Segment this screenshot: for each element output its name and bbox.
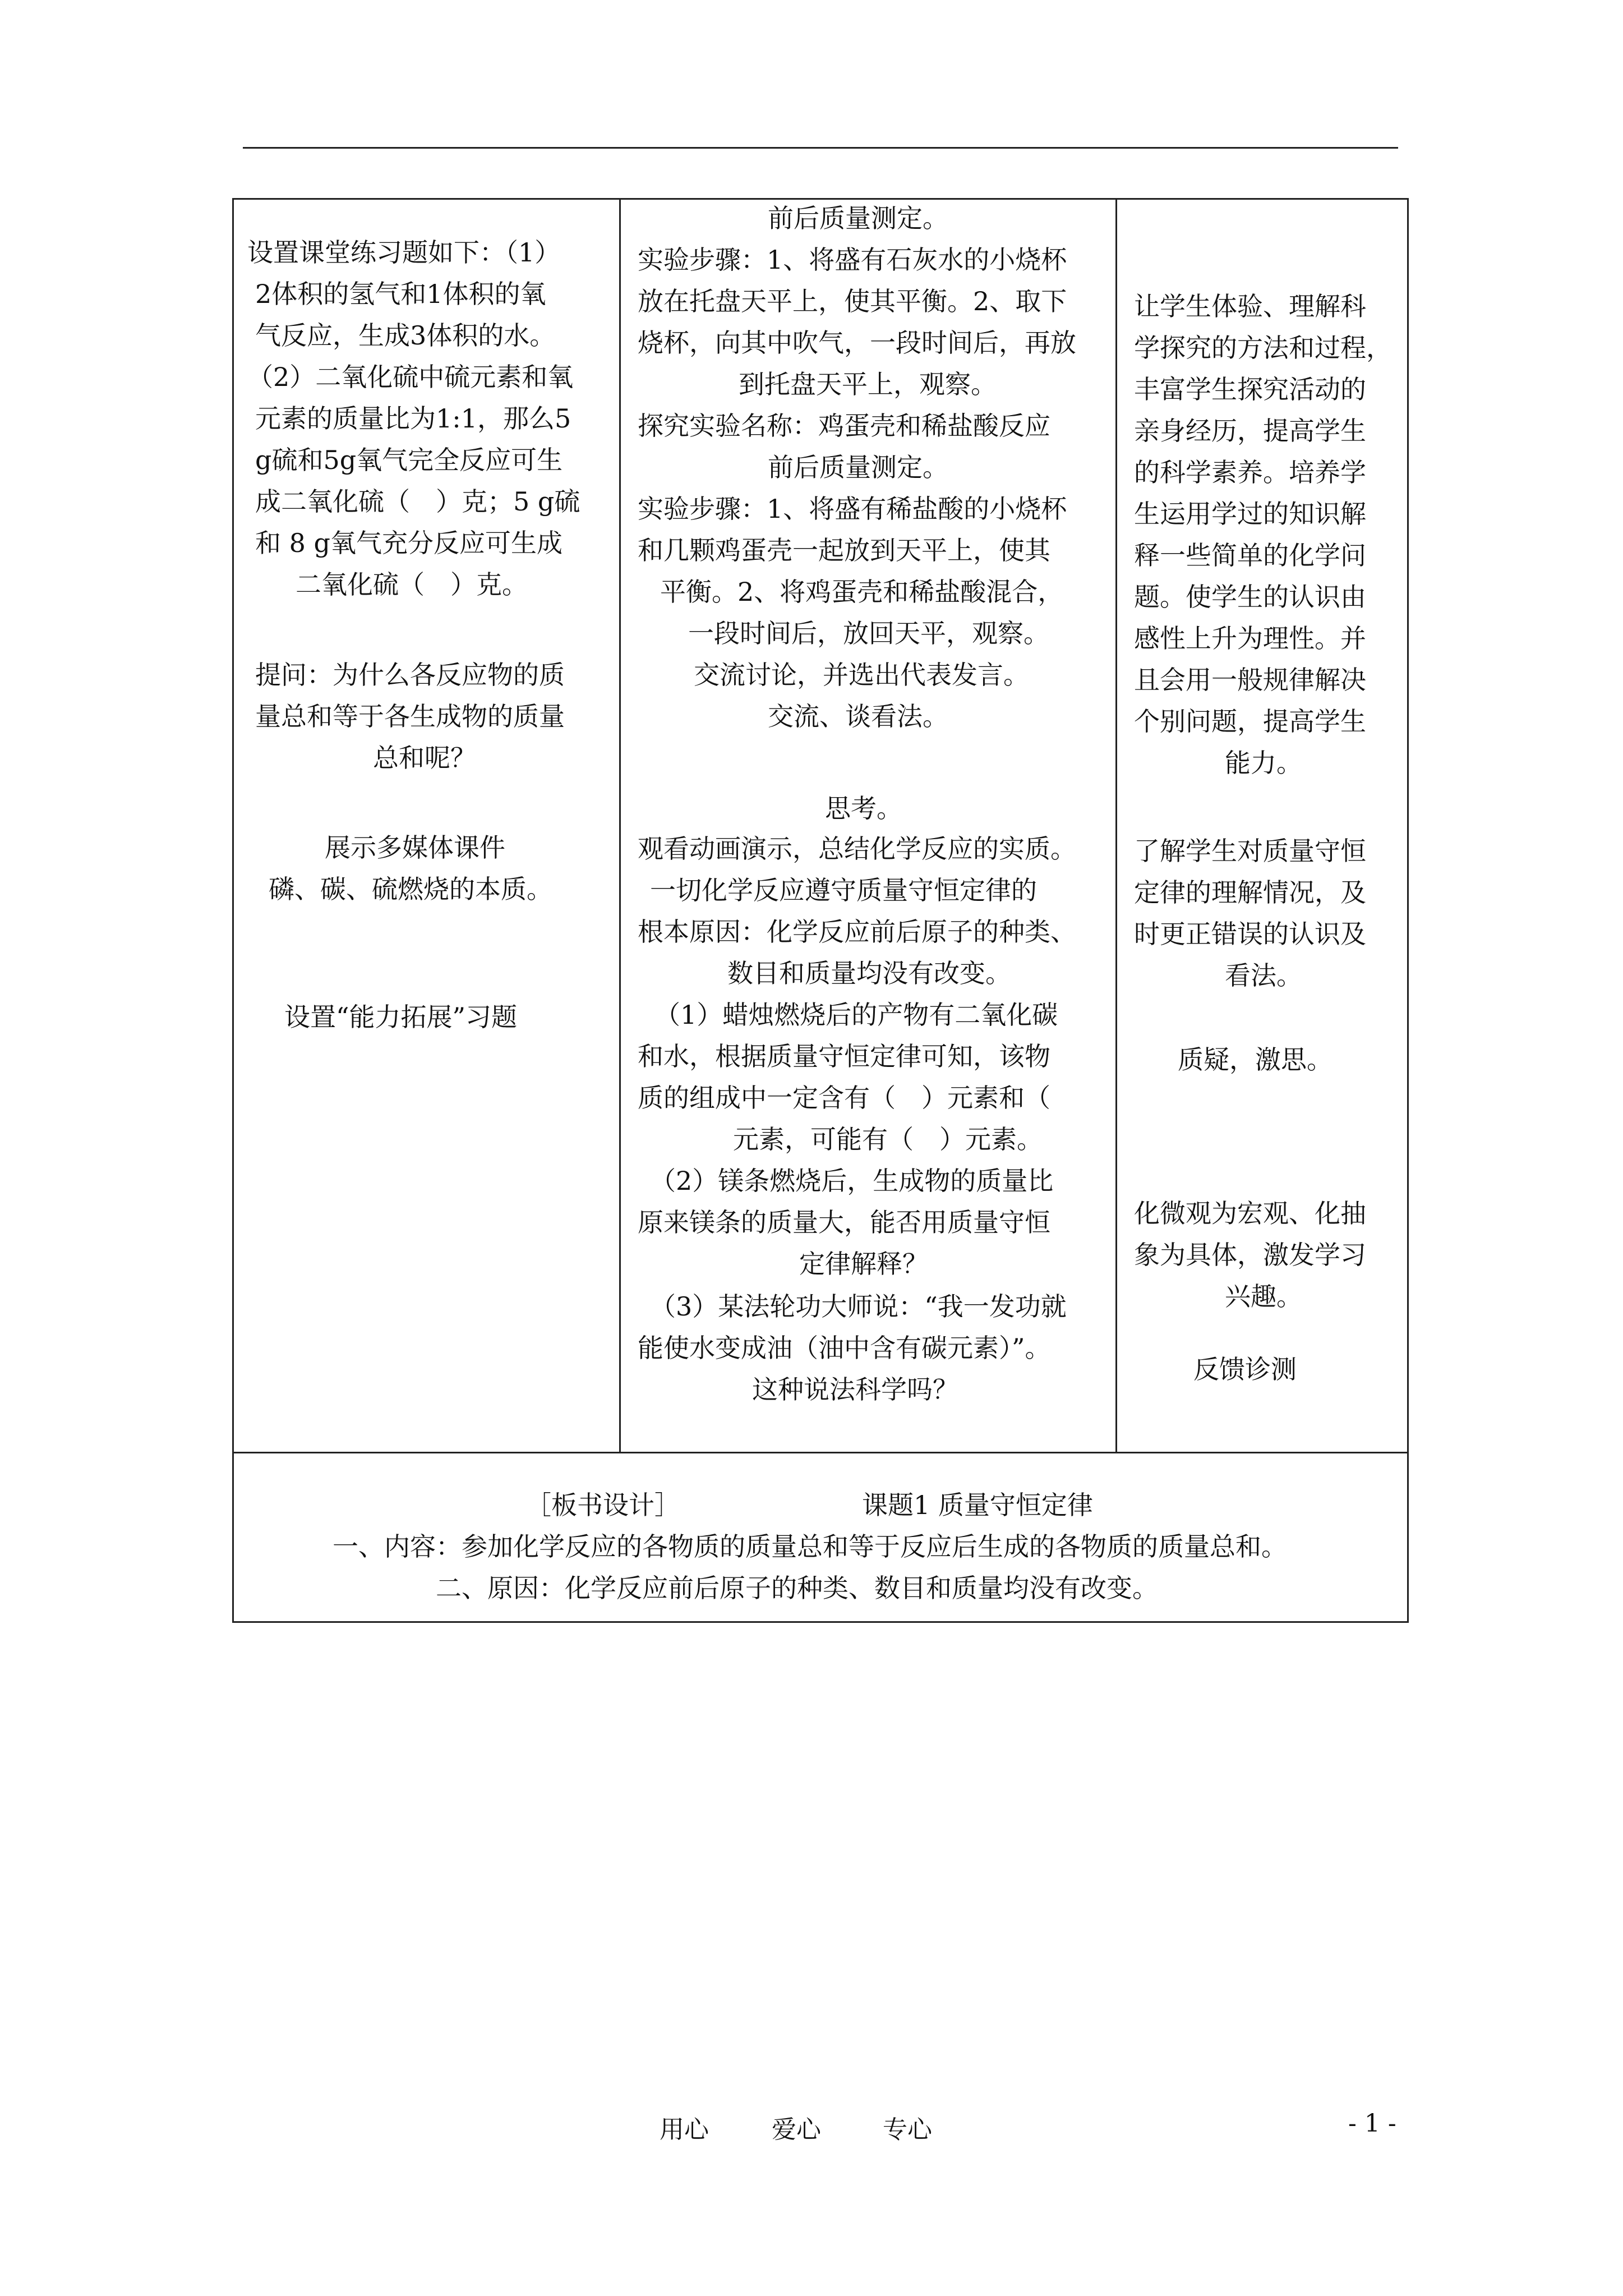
board-design-cell <box>234 1452 1407 1621</box>
text-line: 和 8 g氧气充分反应可生成 <box>255 528 562 558</box>
text-line: 的科学素养。培养学 <box>1134 457 1366 487</box>
text-line: 个别问题，提高学生 <box>1134 706 1366 737</box>
text-line: 时更正错误的认识及 <box>1134 919 1366 949</box>
teacher-activity-cell <box>234 200 621 1452</box>
text-line: 让学生体验、理解科 <box>1134 291 1366 321</box>
text-line: 感性上升为理性。并 <box>1134 623 1366 654</box>
text-line: 定律的理解情况，及 <box>1134 877 1366 908</box>
board-design-reason: 二、原因：化学反应前后原子的种类、数目和质量均没有改变。 <box>436 1573 1158 1603</box>
board-design-content: 一、内容：参加化学反应的各物质的质量总和等于反应后生成的各物质的质量总和。 <box>333 1531 1287 1562</box>
text-line: 2体积的氢气和1体积的氧 <box>255 279 546 309</box>
text-line: 前后质量测定。 <box>768 203 948 233</box>
text-line: 二氧化硫（ ）克。 <box>296 569 528 600</box>
text-line: 定律解释？ <box>799 1249 928 1279</box>
page-number: - 1 - <box>1348 2109 1396 2138</box>
text-line: 了解学生对质量守恒 <box>1134 836 1366 866</box>
text-line: 元素，可能有（ ）元素。 <box>733 1124 1043 1154</box>
text-line: 烧杯，向其中吹气，一段时间后，再放 <box>638 328 1076 358</box>
text-line: 总和呢？ <box>373 743 476 773</box>
text-line: 量总和等于各生成物的质量 <box>255 701 565 731</box>
text-line: （1）蜡烛燃烧后的产物有二氧化碳 <box>654 1000 1058 1030</box>
text-line: 交流、谈看法。 <box>768 701 948 731</box>
text-line: 题。使学生的认识由 <box>1134 582 1366 612</box>
text-line: 平衡。2、将鸡蛋壳和稀盐酸混合， <box>660 577 1064 607</box>
board-design-title: 课题1 质量守恒定律 <box>862 1490 1093 1520</box>
text-line: 探究实验名称：鸡蛋壳和稀盐酸反应 <box>638 411 1050 441</box>
text-line: 展示多媒体课件 <box>325 832 505 863</box>
text-line: 和几颗鸡蛋壳一起放到天平上，使其 <box>638 535 1050 565</box>
text-line: 这种说法科学吗？ <box>752 1374 958 1405</box>
text-line: 根本原因：化学反应前后原子的种类、 <box>638 917 1076 947</box>
text-line: 磷、碳、硫燃烧的本质。 <box>269 874 552 904</box>
design-intent-cell <box>1117 200 1407 1452</box>
footer-motto-3: 专心 <box>883 2115 932 2144</box>
text-line: 化微观为宏观、化抽 <box>1134 1198 1366 1228</box>
text-line: 反馈诊测 <box>1193 1354 1297 1384</box>
text-line: 前后质量测定。 <box>768 452 948 482</box>
text-line: （2）二氧化硫中硫元素和氧 <box>247 362 574 392</box>
board-design-label: ［板书设计］ <box>525 1490 680 1520</box>
text-line: 数目和质量均没有改变。 <box>727 958 1011 988</box>
text-line: 能使水变成油（油中含有碳元素）”。 <box>638 1333 1051 1363</box>
student-activity-cell <box>621 200 1117 1452</box>
text-line: 思考。 <box>825 793 902 823</box>
header-rule <box>243 147 1398 149</box>
table-row <box>234 200 1407 1453</box>
text-line: 质的组成中一定含有（ ）元素和（ <box>638 1083 1050 1113</box>
text-line: 到托盘天平上，观察。 <box>739 369 997 399</box>
text-line: 提问：为什么各反应物的质 <box>255 660 565 690</box>
text-line: 丰富学生探究活动的 <box>1134 374 1366 404</box>
text-line: 能力。 <box>1225 748 1302 778</box>
text-line: 气反应，生成3体积的水。 <box>255 320 556 351</box>
text-line: 实验步骤：1、将盛有稀盐酸的小烧杯 <box>638 494 1067 524</box>
text-line: 观看动画演示，总结化学反应的实质。 <box>638 834 1076 864</box>
text-line: 成二氧化硫（ ）克；5 g硫 <box>255 486 580 517</box>
text-line: 看法。 <box>1225 960 1302 991</box>
text-line: 交流讨论，并选出代表发言。 <box>694 660 1029 690</box>
text-line: 亲身经历，提高学生 <box>1134 416 1366 446</box>
text-line: 释一些简单的化学问 <box>1134 540 1366 570</box>
text-line: 原来镁条的质量大，能否用质量守恒 <box>638 1207 1050 1237</box>
text-line: 设置“能力拓展”习题 <box>284 1002 518 1032</box>
text-line: （2）镁条燃烧后，生成物的质量比 <box>650 1166 1054 1196</box>
text-line: 一切化学反应遵守质量守恒定律的 <box>650 875 1037 905</box>
lesson-table <box>232 198 1409 1623</box>
text-line: 和水，根据质量守恒定律可知，该物 <box>638 1041 1050 1071</box>
text-line: g硫和5g氧气完全反应可生 <box>255 445 563 475</box>
text-line: 象为具体，激发学习 <box>1134 1240 1366 1270</box>
text-line: 实验步骤：1、将盛有石灰水的小烧杯 <box>638 245 1067 275</box>
text-line: 兴趣。 <box>1225 1281 1302 1312</box>
text-line: 且会用一般规律解决 <box>1134 665 1366 695</box>
text-line: 生运用学过的知识解 <box>1134 499 1366 529</box>
footer-motto-1: 用心 <box>660 2115 709 2144</box>
text-line: 设置课堂练习题如下：（1） <box>247 237 561 268</box>
text-line: 元素的质量比为1:1，那么5 <box>255 403 571 434</box>
text-line: 放在托盘天平上，使其平衡。2、取下 <box>638 286 1067 316</box>
text-line: 一段时间后，放回天平，观察。 <box>688 618 1049 648</box>
text-line: 学探究的方法和过程， <box>1134 333 1392 363</box>
text-line: （3）某法轮功大师说：“我一发功就 <box>650 1291 1067 1322</box>
text-line: 质疑，激思。 <box>1178 1045 1332 1075</box>
footer-motto-2: 爱心 <box>772 2115 821 2144</box>
